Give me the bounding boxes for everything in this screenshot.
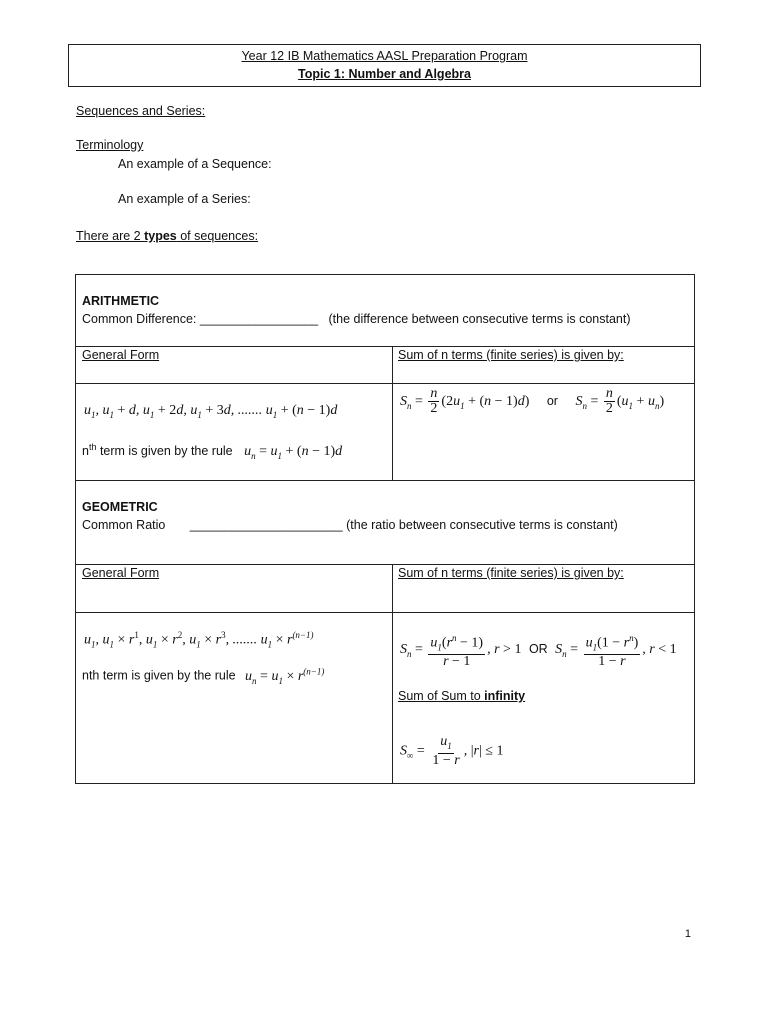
header-title: Year 12 IB Mathematics AASL Preparation Program: [241, 49, 528, 63]
arithmetic-nth-formula: $u_n = u_1 + (n - 1)d$: [244, 444, 343, 461]
common-ratio-desc: (the ratio between consecutive terms is constant): [346, 518, 618, 532]
header-box: [68, 44, 701, 87]
types-pre: There are 2: [76, 229, 145, 243]
nth-post: term is given by the rule: [96, 444, 233, 459]
arithmetic-title: ARITHMETIC: [82, 294, 160, 308]
or-label: or: [546, 393, 558, 408]
arithmetic-general-form-heading: General Form: [82, 348, 160, 362]
divider: [76, 346, 694, 347]
sum-to-infinity-heading: [398, 689, 525, 703]
terminology-heading: Terminology: [76, 138, 144, 152]
or-label-geometric: OR: [528, 642, 548, 657]
geometric-nth-term-row: [82, 666, 324, 685]
geometric-title: GEOMETRIC: [82, 500, 158, 514]
geometric-sum-formula-2: $S_n$ = $\frac{u_1(1 - r^n)}{1 - r}$ , r < 1: [555, 633, 677, 670]
geometric-general-form: $u_1$, $u_1 \times r^1$, $u_1 \times r^2$, $u_1 \times r^3$, ....... $u_1 \times r^{(n-1)}$: [84, 630, 314, 650]
geometric-sum-formulas: [400, 631, 677, 669]
divider: [392, 346, 393, 480]
common-difference-desc: (the difference between consecutive terms is constant): [328, 312, 631, 326]
divider: [76, 564, 694, 565]
geometric-general-form-heading: General Form: [82, 566, 160, 580]
arithmetic-sum-formulas: [400, 387, 664, 416]
geometric-sum-heading: Sum of n terms (finite series) is given by:: [398, 566, 624, 580]
common-difference-row: [82, 312, 631, 326]
common-ratio-label: Common Ratio: [82, 518, 166, 532]
geometric-nth-label: nth term is given by the rule: [82, 668, 236, 683]
example-series-label: An example of a Series:: [118, 192, 251, 206]
arithmetic-nth-term-row: [82, 442, 342, 461]
divider: [76, 612, 694, 613]
common-difference-label: Common Difference: _________________: [82, 312, 319, 326]
section-title: Sequences and Series:: [76, 104, 206, 118]
arithmetic-general-form: $u_1$, $u_1 + d$, $u_1 + 2d$, $u_1 + 3d$, ....... $u_1 + (n - 1)d$: [84, 403, 338, 420]
common-ratio-blank: ______________________: [189, 518, 343, 532]
types-bold: types: [144, 229, 177, 243]
common-ratio-row: [82, 518, 618, 532]
sum-to-infinity-formula: $S_\infty$ = $\frac{u_1}{1 - r}$ , |r| ≤ 1: [400, 734, 504, 768]
arithmetic-sum-formula-1: $S_n$ = $\frac{n}{2}$ $(2u_1 + (n - 1)d)$: [400, 386, 530, 416]
nth-sup: th: [88, 442, 97, 452]
divider: [76, 383, 694, 384]
arithmetic-sum-formula-2: $S_n$ = $\frac{n}{2}$ $(u_1 + u_n)$: [575, 386, 665, 416]
infinity-bold: infinity: [484, 689, 526, 703]
sequence-types-table: [75, 274, 695, 784]
infinity-pre: Sum of Sum to: [398, 689, 485, 703]
page-number: 1: [684, 928, 691, 940]
types-sentence: [76, 229, 258, 243]
divider: [76, 480, 694, 481]
geometric-sum-formula-1: $S_n$ = $\frac{u_1(r^n - 1)}{r - 1}$ , r > 1: [400, 633, 522, 670]
example-sequence-label: An example of a Sequence:: [118, 157, 272, 171]
arithmetic-sum-heading: Sum of n terms (finite series) is given by:: [398, 348, 624, 362]
header-topic: Topic 1: Number and Algebra: [298, 67, 471, 81]
geometric-nth-formula: $u_n = u_1 \times r^{(n-1)}$: [245, 666, 325, 686]
divider: [392, 564, 393, 783]
types-post: of sequences:: [176, 229, 259, 243]
nth-pre: n: [82, 444, 89, 459]
